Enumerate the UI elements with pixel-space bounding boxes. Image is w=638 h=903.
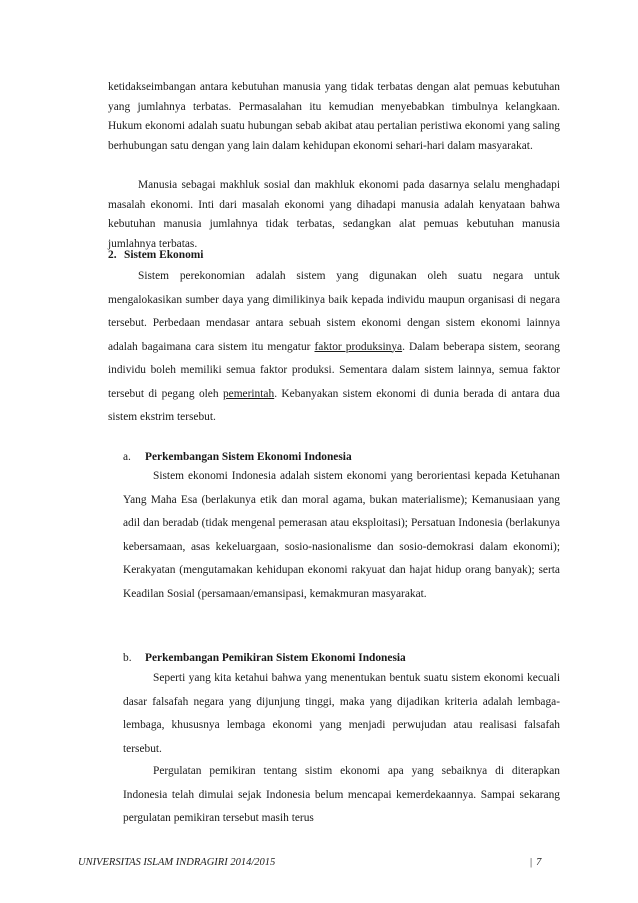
footer-separator: | <box>530 857 533 868</box>
footer-institution: UNIVERSITAS ISLAM INDRAGIRI 2014/2015 <box>78 857 276 868</box>
section-title: Sistem Ekonomi <box>124 249 204 261</box>
footer-page-number <box>530 856 541 870</box>
paragraph-pemikiran-2: Pergulatan pemikiran tentang sistim ekonomi apa yang sebaiknya di diterapkan Indonesia telah dimulai sejak Indonesia belum mencapai kemerdekaannya. Sampai sekarang pergulatan pemikiran tersebut masih terus <box>123 765 560 824</box>
subsection-title-b: Perkembangan Pemikiran Sistem Ekonomi Indonesia <box>145 652 406 664</box>
subsection-heading-b <box>123 650 406 666</box>
sistem-ekonomi-text-2: . Dalam beberapa sistem, seorang individu boleh memiliki semua faktor produksi. Sementara dalam sistem lainnya, semua faktor tersebut di pegang oleh <box>108 340 560 400</box>
sistem-ekonomi-text-1: Sistem perekonomian adalah sistem yang digunakan oleh suatu negara untuk mengalokasikan sumber daya yang dimilikinya baik kepada individu maupun organisasi di negara tersebut. Perbedaan mendasar antara sebuah sistem ekonomi dengan sistem ekonomi lainnya adalah bagaimana cara sistem itu mengatur <box>108 270 560 353</box>
paragraph-intro-continued: ketidakseimbangan antara kebutuhan manusia yang tidak terbatas dengan alat pemuas kebutuhan yang jumlahnya terbatas. Permasalahan itu kemudian menyebabkan timbulnya kelangkaan. Hukum ekonomi adalah suatu hubungan sebab akibat atau pertalian peristiwa ekonomi yang saling berhubungan satu dengan yang lain dalam kehidupan ekonomi sehari-hari dalam masyarakat. <box>108 81 560 152</box>
paragraph-sistem-ekonomi <box>108 265 560 430</box>
subsection-letter-a: a. <box>123 451 131 463</box>
paragraph-intro-2: Manusia sebagai makhluk sosial dan makhluk ekonomi pada dasarnya selalu menghadapi masalah ekonomi. Inti dari masalah ekonomi yang dihadapi manusia adalah kenyataan bahwa kebutuhan manusia jumlahnya tidak terbatas, sedangkan alat pemuas kebutuhan manusia jumlahnya terbatas. <box>108 179 560 250</box>
page-number: 7 <box>536 857 542 868</box>
section-heading-sistem-ekonomi <box>108 247 203 263</box>
paragraph-pemikiran-1: Seperti yang kita ketahui bahwa yang menentukan bentuk suatu sistem ekonomi kecuali dasar falsafah negara yang dijunjung tinggi, maka yang dijadikan kriteria adalah lembaga-lembaga, khususnya lembaga ekonomi yang menjadi perwujudan atau realisasi falsafah tersebut. <box>123 672 560 755</box>
subsection-letter-b: b. <box>123 652 132 664</box>
link-faktor-produksi[interactable]: faktor produksinya <box>314 340 403 353</box>
section-number: 2. <box>108 249 117 261</box>
link-pemerintah[interactable]: pemerintah <box>222 387 275 400</box>
paragraph-perkembangan-sistem: Sistem ekonomi Indonesia adalah sistem ekonomi yang berorientasi kepada Ketuhanan Yang Maha Esa (berlakunya etik dan moral agama, bukan materialisme); Kemanusiaan yang adil dan beradab (tidak mengenal pemerasan atau eksploitasi); Persatuan Indonesia (berlakunya kebersamaan, asas kekeluargaan, sosio-nasionalisme dan sosio-demokrasi dalam ekonomi); Kerakyatan (mengutamakan kehidupan ekonomi rakyuat dan hajat hidup orang banyak); serta Keadilan Sosial (persamaan/emansipasi, kemakmuran masyarakat. <box>123 470 560 600</box>
subsection-heading-a <box>123 449 352 465</box>
sistem-ekonomi-text-3: . Kebanyakan sistem ekonomi di dunia berada di antara dua sistem ekstrim tersebut. <box>108 387 560 423</box>
subsection-title-a: Perkembangan Sistem Ekonomi Indonesia <box>145 451 352 463</box>
